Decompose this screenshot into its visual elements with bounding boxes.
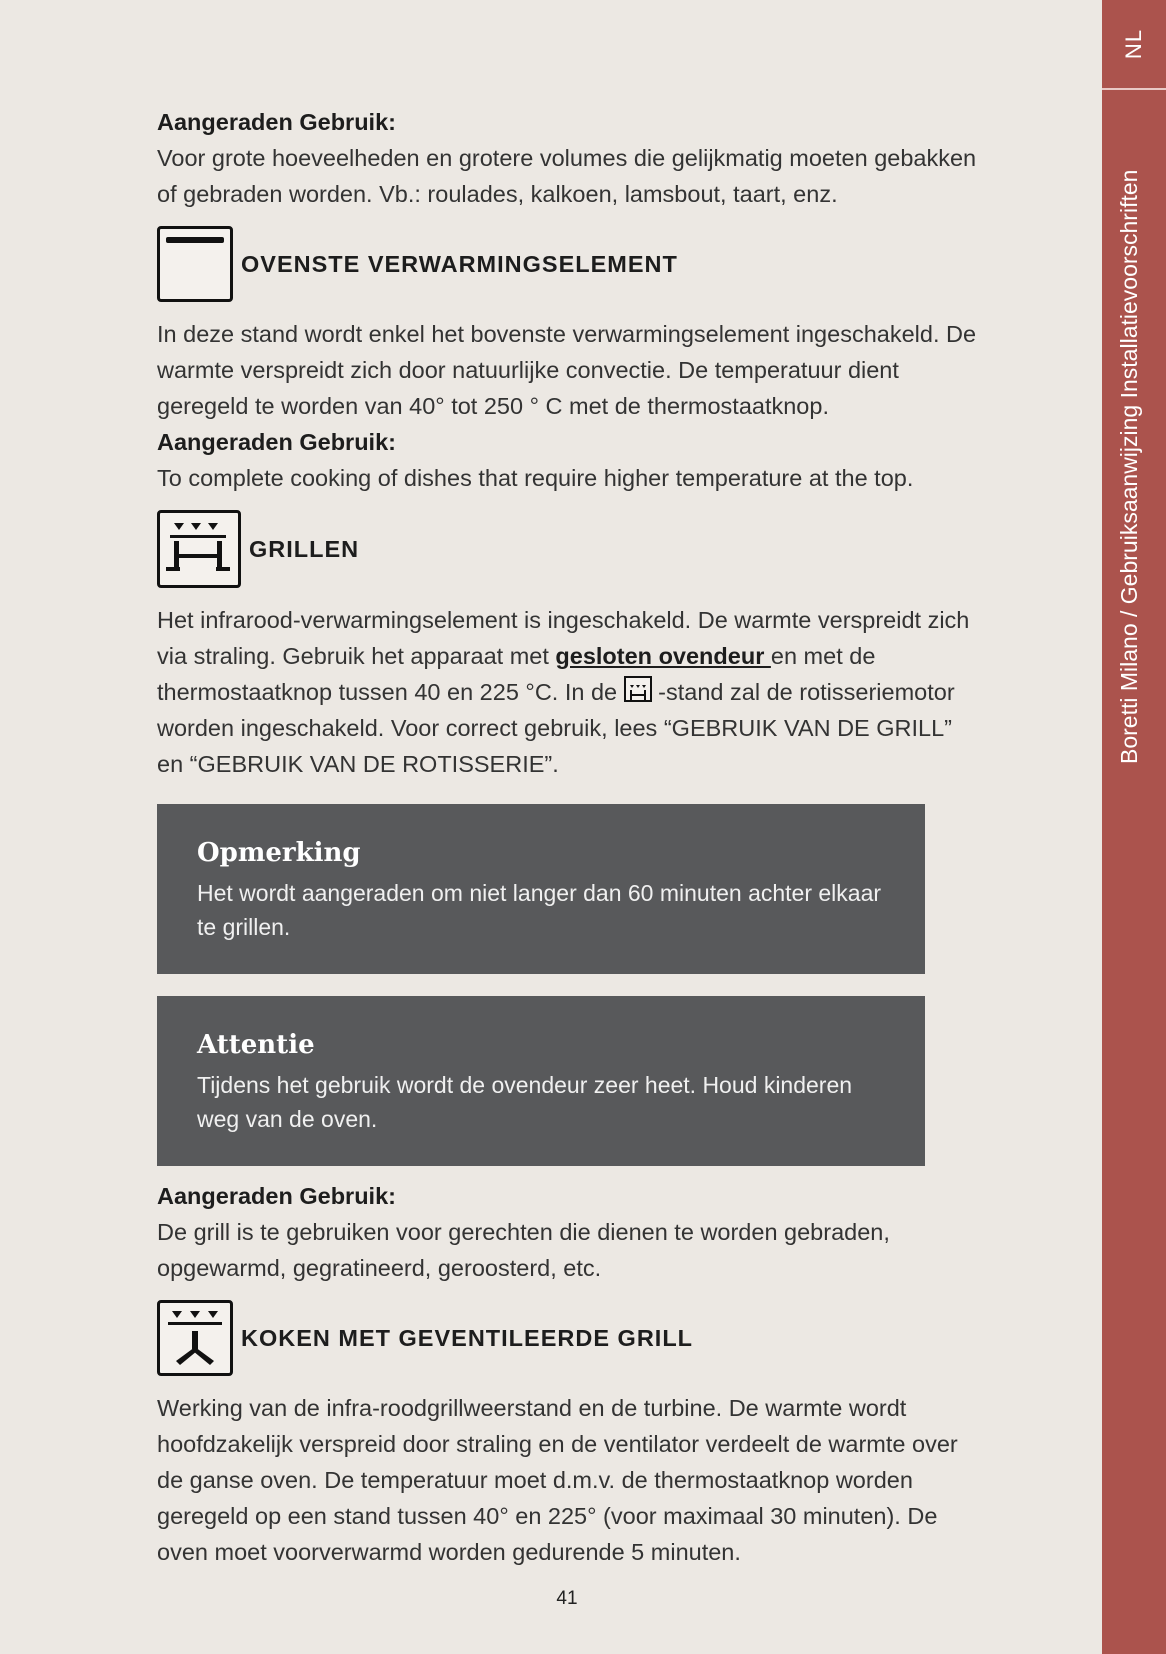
warning-title: Attentie: [197, 1030, 315, 1060]
note-title: Opmerking: [197, 838, 361, 868]
intro-usage-text: Voor grote hoeveelheden en grotere volumes die gelijkmatig moeten gebakken of gebraden worden. Vb.: roulades, kalkoen, lamsbout, taart, enz.: [157, 145, 977, 207]
grill-header: [157, 510, 977, 588]
warning-text: Tijdens het gebruik wordt de ovendeur zeer heet. Houd kinderen weg van de oven.: [197, 1072, 853, 1132]
top-heating-element-icon: [157, 226, 233, 302]
page-number: 41: [556, 1588, 578, 1609]
closed-door-emphasis: gesloten ovendeur: [555, 643, 771, 669]
intro-usage-label: Aangeraden Gebruik:: [157, 109, 396, 135]
fan-grill-title: KOKEN MET GEVENTILEERDE GRILL: [241, 1324, 694, 1351]
grill-text-part3: -stand zal de rotisseriemotor worden ingeschakeld. Voor correct gebruik, lees “GEBRUIK VAN DE GRILL” en “GEBRUIK VAN DE ROTISSERIE”.: [157, 679, 955, 777]
grill-text-part2: en met de thermostaatknop tussen 40 en 225 °C. In de: [157, 643, 876, 705]
top-element-text: In deze stand wordt enkel het bovenste verwarmingselement ingeschakeld. De warmte verspreidt zich door natuurlijke convectie. De temperatuur dient geregeld te worden van 40° tot 250 ° C met de thermostaatknop.: [157, 321, 977, 419]
grill-title: GRILLEN: [249, 535, 360, 562]
page-content: [157, 104, 977, 1570]
grill-icon: [157, 510, 241, 588]
language-tab: [1102, 0, 1166, 90]
grill-usage-text: De grill is te gebruiken voor gerechten die dienen te worden gebraden, opgewarmd, gegratineerd, geroosterd, etc.: [157, 1219, 890, 1281]
warning-box: [157, 996, 925, 1166]
grill-text: [157, 602, 977, 782]
top-element-usage-label: Aangeraden Gebruik:: [157, 429, 396, 455]
fan-grill-text: Werking van de infra-roodgrillweerstand en de turbine. De warmte wordt hoofdzakelijk verspreid door straling en de ventilator verdeelt de warmte over de ganse oven. De temperatuur moet d.m.v. de thermostaatknop worden geregeld op een stand tussen 40° en 225° (voor maximaal 30 minuten). De oven moet voorverwarmd worden gedurende 5 minuten.: [157, 1395, 958, 1565]
grill-text-part1: Het infrarood-verwarmingselement is ingeschakeld. De warmte verspreidt zich via straling. Gebruik het apparaat met: [157, 607, 970, 669]
fan-grill-icon: [157, 1300, 233, 1376]
grill-usage-label: Aangeraden Gebruik:: [157, 1183, 396, 1209]
top-element-title: OVENSTE VERWARMINGSELEMENT: [241, 250, 678, 277]
top-element-header: [157, 226, 977, 302]
language-label: NL: [1121, 28, 1146, 60]
note-text: Het wordt aangeraden om niet langer dan 60 minuten achter elkaar te grillen.: [197, 880, 882, 940]
top-element-usage-text: To complete cooking of dishes that require higher temperature at the top.: [157, 465, 914, 491]
sidebar-title: Boretti Milano / Gebruiksaanwijzing Installatievoorschriften: [1116, 169, 1142, 764]
fan-grill-header: [157, 1300, 977, 1376]
sidebar: [1102, 0, 1166, 1654]
rotisserie-icon: [624, 676, 652, 702]
note-box: [157, 804, 925, 974]
